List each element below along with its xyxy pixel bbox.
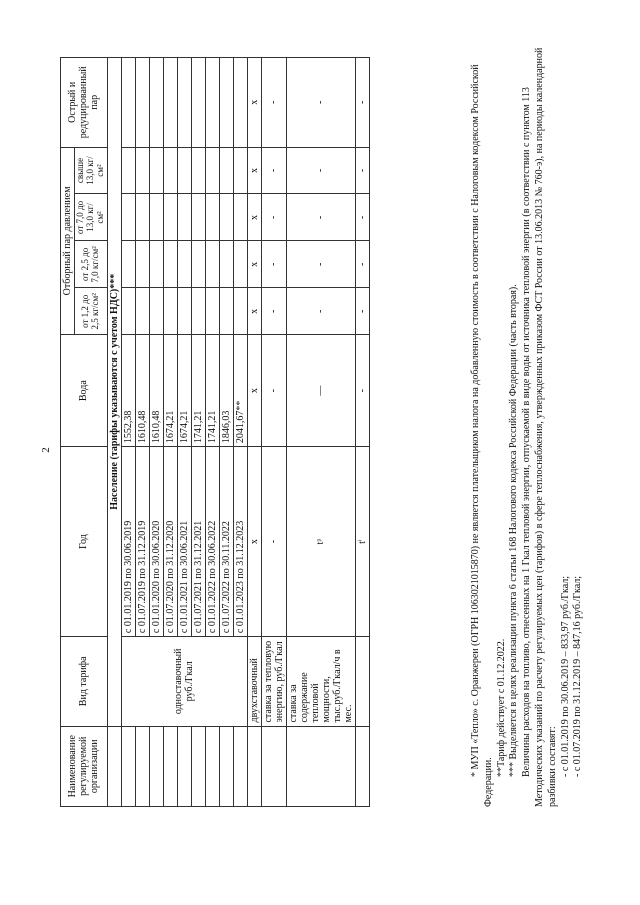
org-cell — [261, 726, 286, 806]
extra-rate-p3: - — [355, 194, 369, 241]
org-cell — [121, 726, 135, 806]
capacity-rate-p1: - — [286, 288, 355, 335]
empty-cell — [121, 58, 135, 148]
empty-cell — [205, 58, 219, 148]
empty-cell — [191, 194, 205, 241]
empty-cell — [149, 147, 163, 194]
empty-cell — [191, 241, 205, 288]
water-value: 1674,21 — [163, 335, 177, 447]
empty-cell — [191, 288, 205, 335]
empty-cell — [233, 288, 247, 335]
tariff-table — [60, 57, 370, 807]
empty-cell — [149, 194, 163, 241]
period-cell: с 01.01.2019 по 30.06.2019 — [121, 447, 135, 637]
org-cell — [149, 726, 163, 806]
two-rate-label: двухставочный — [247, 637, 261, 726]
extra-rate-p4: - — [355, 147, 369, 194]
empty-cell — [205, 194, 219, 241]
water-value: 1741,21 — [205, 335, 219, 447]
energy-rate-sharp: - — [261, 58, 286, 148]
empty-cell — [177, 241, 191, 288]
extra-rate-row — [355, 58, 369, 807]
header-org: Наименование регулируемой организации — [61, 726, 108, 806]
empty-cell — [121, 288, 135, 335]
org-cell — [233, 726, 247, 806]
header-pressure-1: от 1,2 до 2,5 кг/см² — [75, 288, 108, 335]
one-rate-rows — [121, 58, 247, 807]
one-rate-label: одноставочный руб./Гкал — [121, 637, 247, 726]
tariff-row — [121, 58, 135, 807]
energy-rate-label: ставка за тепловую энергию, руб./Гкал — [261, 637, 286, 726]
empty-cell — [177, 147, 191, 194]
extra-rate-label — [355, 637, 369, 726]
empty-cell — [177, 58, 191, 148]
fuel-cost-paragraph: Величины расходов на топливо, отнесенных на 1 Гкал тепловой энергии, отпускаемой в виде воды от источника тепловой энергии (в соответствии с пунктом 113 Методических указаний по расчету регулируемых цен (тарифов) в сфере теплоснабжения, утвержденных приказом ФСТ России от 13.06.2013 № 760-э), на периоды календарной разбивки составят: — [521, 47, 558, 807]
footnote-3: *** Выделяется в целях реализации пункта 6 статьи 168 Налогового кодекса Российской Федерации (часть вторая). — [508, 284, 520, 777]
header-year: Год — [61, 447, 108, 637]
extra-rate-p2: - — [355, 241, 369, 288]
empty-cell — [233, 147, 247, 194]
empty-cell — [163, 194, 177, 241]
header-water: Вода — [61, 335, 108, 447]
footnote-1: * МУП «Тепло» с. Оранжереи (ОГРН 1063021015870) не является плательщиком налога на добавленную стоимость в соответствии с Налоговым кодексом Российской Федерации. — [470, 64, 494, 807]
empty-cell — [163, 58, 177, 148]
empty-cell — [149, 241, 163, 288]
period-cell: с 01.07.2019 по 31.12.2019 — [135, 447, 149, 637]
empty-cell — [135, 58, 149, 148]
capacity-rate-sharp: - — [286, 58, 355, 148]
empty-cell — [219, 241, 233, 288]
empty-cell — [163, 241, 177, 288]
empty-cell — [233, 194, 247, 241]
water-value: 1552,38 — [121, 335, 135, 447]
footnote-2: **Тариф действует с 01.12.2022. — [495, 638, 507, 777]
extra-rate-p1: - — [355, 288, 369, 335]
empty-cell — [135, 147, 149, 194]
empty-cell — [205, 241, 219, 288]
empty-cell — [219, 288, 233, 335]
empty-cell — [219, 58, 233, 148]
energy-rate-p1: - — [261, 288, 286, 335]
capacity-rate-p3: - — [286, 194, 355, 241]
period-cell: с 01.01.2022 по 30.06.2022 — [205, 447, 219, 637]
capacity-rate-row — [286, 58, 355, 807]
water-value: 1846,03 — [219, 335, 233, 447]
org-cell — [355, 726, 369, 806]
extra-rate-year: tⁱ — [355, 447, 369, 637]
org-cell — [219, 726, 233, 806]
capacity-rate-water: — — [286, 335, 355, 447]
header-pressure-3: от 7,0 до 13,0 кг/см² — [75, 194, 108, 241]
water-value: 1741,21 — [191, 335, 205, 447]
capacity-rate-year: tᵖ — [286, 447, 355, 637]
water-value: 1674,21 — [177, 335, 191, 447]
capacity-rate-p2: - — [286, 241, 355, 288]
extra-rate-water: - — [355, 335, 369, 447]
empty-cell — [177, 194, 191, 241]
extra-rate-sharp: - — [355, 58, 369, 148]
energy-rate-year: - — [261, 447, 286, 637]
header-pressure-2: от 2,5 до 7,0 кг/см² — [75, 241, 108, 288]
period-cell: с 01.07.2020 по 31.12.2020 — [163, 447, 177, 637]
empty-cell — [177, 288, 191, 335]
two-rate-year: х — [247, 447, 261, 637]
header-steam-group: Отборный пар давлением — [61, 147, 75, 335]
water-value: 1610,48 — [149, 335, 163, 447]
empty-cell — [135, 241, 149, 288]
water-value: 1610,48 — [135, 335, 149, 447]
header-pressure-4: свыше 13,0 кг/см² — [75, 147, 108, 194]
page-number: 2 — [40, 447, 52, 453]
two-rate-p4: х — [247, 147, 261, 194]
energy-rate-water: - — [261, 335, 286, 447]
org-cell — [247, 726, 261, 806]
two-rate-p1: х — [247, 288, 261, 335]
org-cell — [163, 726, 177, 806]
energy-rate-p2: - — [261, 241, 286, 288]
energy-rate-p4: - — [261, 147, 286, 194]
empty-cell — [149, 288, 163, 335]
empty-cell — [233, 241, 247, 288]
two-rate-p2: х — [247, 241, 261, 288]
footnotes — [470, 47, 585, 807]
header-sharp-steam: Острый и редуцированный пар — [61, 58, 108, 148]
empty-cell — [121, 241, 135, 288]
capacity-rate-p4: - — [286, 147, 355, 194]
capacity-rate-label: ставка за содержание тепловой мощности, тыс.руб./Гкал/ч в мес. — [286, 637, 355, 726]
section-title: Население (тарифы указываются с учетом НДС)*** — [107, 58, 121, 727]
empty-cell — [219, 147, 233, 194]
empty-cell — [163, 147, 177, 194]
section-row — [107, 58, 121, 807]
empty-cell — [163, 288, 177, 335]
two-rate-p3: х — [247, 194, 261, 241]
two-rate-sharp: х — [247, 58, 261, 148]
period-cell: с 01.01.2020 по 30.06.2020 — [149, 447, 163, 637]
period-cell: с 01.01.2023 по 31.12.2023 — [233, 447, 247, 637]
org-cell — [205, 726, 219, 806]
period-cell: с 01.07.2022 по 30.11.2022 — [219, 447, 233, 637]
water-value: 2041,67** — [233, 335, 247, 447]
section-org-cell — [107, 726, 121, 806]
org-cell — [135, 726, 149, 806]
tariff-table-block — [60, 57, 370, 807]
header-tariff-type: Вид тарифа — [61, 637, 108, 726]
empty-cell — [121, 194, 135, 241]
empty-cell — [219, 194, 233, 241]
two-rate-row — [247, 58, 261, 807]
empty-cell — [191, 58, 205, 148]
energy-rate-row — [261, 58, 286, 807]
two-rate-water: х — [247, 335, 261, 447]
energy-rate-p3: - — [261, 194, 286, 241]
org-cell — [286, 726, 355, 806]
empty-cell — [121, 147, 135, 194]
period-cell: с 01.07.2021 по 31.12.2021 — [191, 447, 205, 637]
org-cell — [191, 726, 205, 806]
period-cell: с 01.01.2021 по 30.06.2021 — [177, 447, 191, 637]
org-cell — [177, 726, 191, 806]
empty-cell — [233, 58, 247, 148]
fuel-cost-item: - с 01.07.2019 по 31.12.2019 – 847,16 руб./Гкал; — [572, 575, 584, 777]
empty-cell — [135, 194, 149, 241]
empty-cell — [191, 147, 205, 194]
header-row-1 — [61, 58, 75, 807]
empty-cell — [205, 147, 219, 194]
empty-cell — [149, 58, 163, 148]
empty-cell — [135, 288, 149, 335]
empty-cell — [205, 288, 219, 335]
fuel-cost-item: - с 01.01.2019 по 30.06.2019 – 833,97 руб./Гкал; — [559, 575, 571, 777]
